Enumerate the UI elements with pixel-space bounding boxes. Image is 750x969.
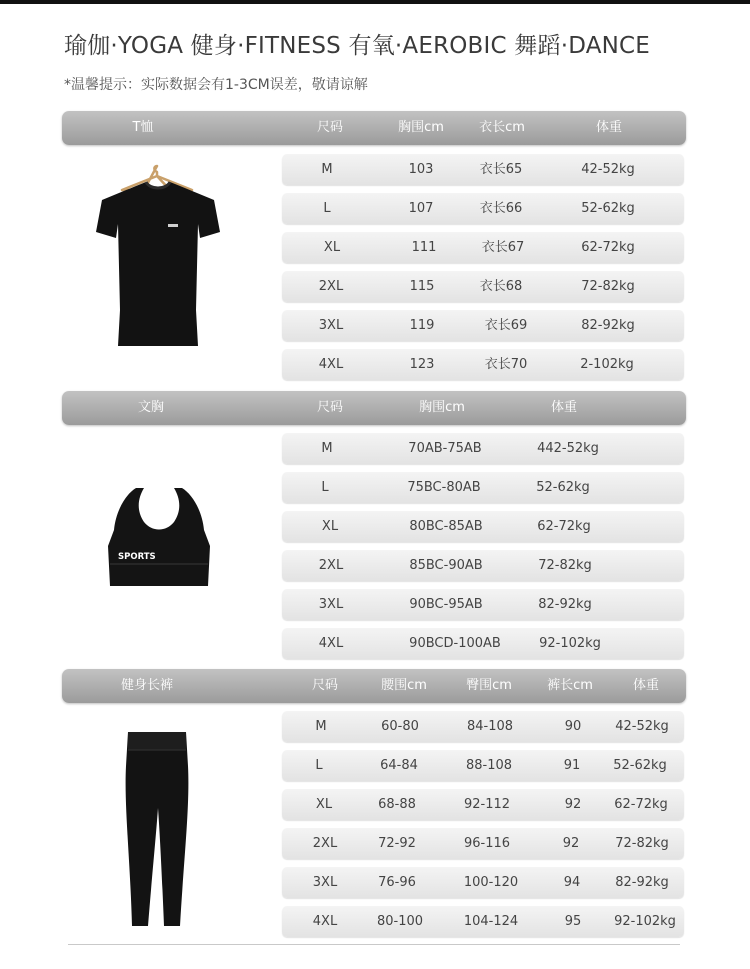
tshirt-header-length: 衣长cm — [479, 120, 525, 135]
weight-cell: 72-82kg — [538, 558, 592, 573]
waist-cell: 64-84 — [380, 758, 418, 773]
weight-cell: 82-92kg — [538, 597, 592, 612]
size-note: *温馨提示：实际数据会有1-3CM误差，敬请谅解 — [64, 77, 368, 93]
chest-cell: 123 — [409, 357, 435, 372]
chest-logo-mark — [168, 224, 178, 227]
weight-cell: 42-52kg — [581, 162, 635, 177]
chest-cell: 90BC-95AB — [409, 597, 483, 612]
chest-cell: 85BC-90AB — [409, 558, 483, 573]
table-row — [282, 271, 684, 302]
hip-cell: 92-112 — [463, 797, 511, 812]
size-cell: XL — [323, 240, 341, 255]
bra-header-size: 尺码 — [316, 400, 344, 415]
bra-header-bar — [62, 391, 686, 425]
table-row — [282, 310, 684, 341]
weight-cell: 52-62kg — [581, 201, 635, 216]
chest-cell: 111 — [411, 240, 437, 255]
table-row — [282, 750, 684, 781]
leggings-illustration — [118, 726, 198, 930]
table-row — [282, 232, 684, 263]
chest-cell: 119 — [409, 318, 435, 333]
tshirt-header-product: T恤 — [132, 120, 154, 135]
size-cell: L — [321, 480, 329, 495]
leggings-header-length: 裤长cm — [547, 678, 593, 693]
length-cell: 衣长68 — [479, 279, 523, 294]
table-row — [282, 550, 684, 581]
weight-cell: 82-92kg — [615, 875, 669, 890]
table-row — [282, 472, 684, 503]
length-cell: 95 — [564, 914, 582, 929]
leggings-header-bar — [62, 669, 686, 703]
table-row — [282, 193, 684, 224]
weight-cell: 72-82kg — [615, 836, 669, 851]
size-cell: 3XL — [318, 597, 344, 612]
weight-cell: 62-72kg — [537, 519, 591, 534]
tshirt-header-bar — [62, 111, 686, 145]
length-cell: 91 — [563, 758, 581, 773]
weight-cell: 82-92kg — [581, 318, 635, 333]
waist-cell: 60-80 — [381, 719, 419, 734]
weight-cell: 42-52kg — [615, 719, 669, 734]
size-cell: 2XL — [318, 558, 344, 573]
hip-cell: 84-108 — [466, 719, 514, 734]
length-cell: 92 — [562, 836, 580, 851]
hip-cell: 96-116 — [463, 836, 511, 851]
leggings-header-waist: 腰围cm — [381, 678, 427, 693]
size-cell: M — [321, 441, 333, 456]
bra-header-weight: 体重 — [550, 400, 578, 415]
weight-cell: 72-82kg — [581, 279, 635, 294]
size-cell: 4XL — [318, 636, 344, 651]
weight-cell: 52-62kg — [536, 480, 590, 495]
chest-cell: 70AB-75AB — [408, 441, 482, 456]
table-row — [282, 789, 684, 820]
chest-cell: 107 — [408, 201, 434, 216]
tshirt-illustration — [84, 160, 234, 352]
leggings-header-product: 健身长裤 — [120, 678, 174, 693]
length-cell: 衣长67 — [481, 240, 525, 255]
length-cell: 94 — [563, 875, 581, 890]
leggings-header-hip: 臀围cm — [466, 678, 512, 693]
table-row — [282, 349, 684, 380]
bra-header-chest: 胸围cm — [419, 400, 465, 415]
hip-cell: 88-108 — [465, 758, 513, 773]
sports-bra-illustration — [104, 486, 216, 592]
chest-cell: 103 — [408, 162, 434, 177]
table-row — [282, 906, 684, 937]
chest-cell: 80BC-85AB — [409, 519, 483, 534]
hip-cell: 100-120 — [463, 875, 519, 890]
weight-cell: 62-72kg — [581, 240, 635, 255]
size-cell: XL — [321, 519, 339, 534]
size-cell: 2XL — [318, 279, 344, 294]
table-row — [282, 433, 684, 464]
leggings-header-size: 尺码 — [311, 678, 339, 693]
table-row — [282, 154, 684, 185]
length-cell: 衣长66 — [479, 201, 523, 216]
size-cell: 4XL — [318, 357, 344, 372]
weight-cell: 62-72kg — [614, 797, 668, 812]
length-cell: 衣长69 — [484, 318, 528, 333]
hip-cell: 104-124 — [463, 914, 519, 929]
waist-cell: 72-92 — [378, 836, 416, 851]
table-row — [282, 589, 684, 620]
chest-cell: 90BCD-100AB — [409, 636, 501, 651]
top-border — [0, 0, 750, 4]
bra-header-product: 文胸 — [137, 400, 165, 415]
chest-cell: 115 — [409, 279, 435, 294]
length-cell: 90 — [564, 719, 582, 734]
size-cell: L — [323, 201, 331, 216]
size-cell: XL — [315, 797, 333, 812]
weight-cell: 52-62kg — [613, 758, 667, 773]
waist-cell: 68-88 — [378, 797, 416, 812]
weight-cell: 442-52kg — [537, 441, 599, 456]
size-cell: M — [315, 719, 327, 734]
tshirt-header-chest: 胸围cm — [398, 120, 444, 135]
weight-cell: 2-102kg — [580, 357, 634, 372]
length-cell: 衣长70 — [484, 357, 528, 372]
page-title: 瑜伽·YOGA 健身·FITNESS 有氧·AEROBIC 舞蹈·DANCE — [64, 33, 651, 59]
size-cell: 2XL — [312, 836, 338, 851]
table-row — [282, 867, 684, 898]
leggings-header-weight: 体重 — [632, 678, 660, 693]
length-cell: 衣长65 — [479, 162, 523, 177]
tshirt-header-size: 尺码 — [316, 120, 344, 135]
length-cell: 92 — [564, 797, 582, 812]
weight-cell: 92-102kg — [539, 636, 601, 651]
table-row — [282, 828, 684, 859]
size-cell: 4XL — [312, 914, 338, 929]
table-row — [282, 511, 684, 542]
tshirt-header-weight: 体重 — [595, 120, 623, 135]
table-row — [282, 711, 684, 742]
bottom-divider — [68, 944, 680, 945]
waist-cell: 80-100 — [376, 914, 424, 929]
weight-cell: 92-102kg — [614, 914, 676, 929]
size-cell: 3XL — [318, 318, 344, 333]
size-cell: M — [321, 162, 333, 177]
chest-cell: 75BC-80AB — [407, 480, 481, 495]
waist-cell: 76-96 — [378, 875, 416, 890]
bra-logo-text: SPORTS — [118, 552, 156, 562]
size-cell: L — [315, 758, 323, 773]
table-row — [282, 628, 684, 659]
size-cell: 3XL — [312, 875, 338, 890]
